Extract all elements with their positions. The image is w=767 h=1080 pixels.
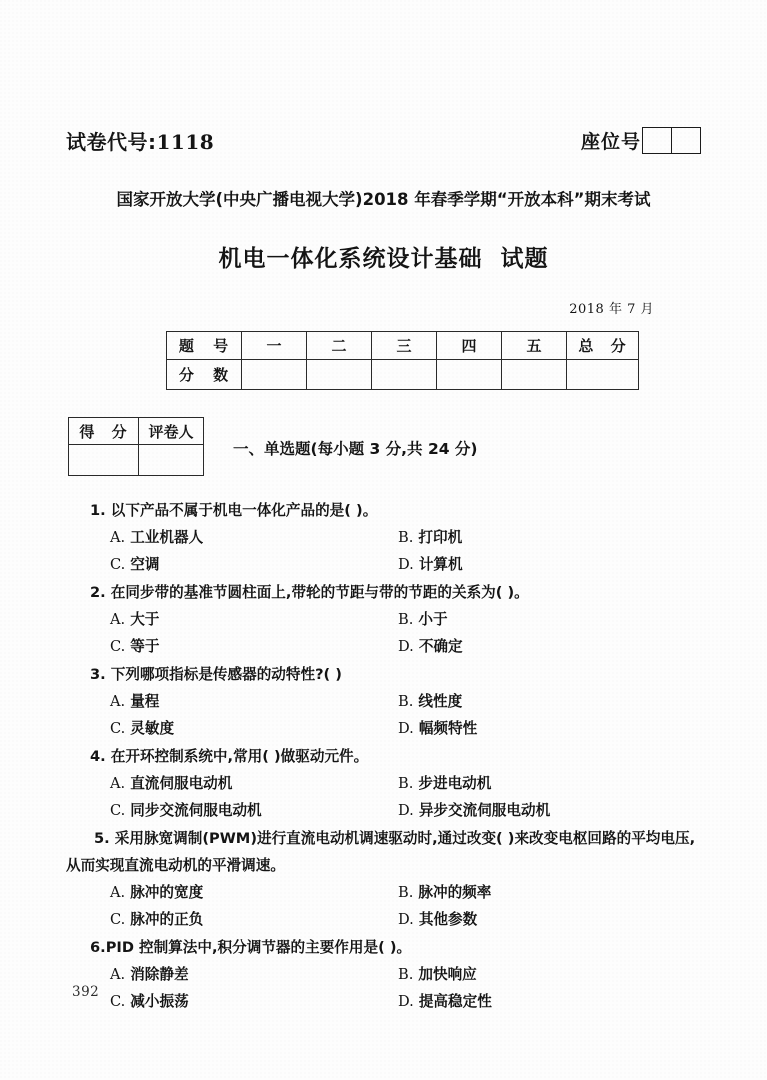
option-d[interactable] xyxy=(398,797,698,824)
seat-number-cell[interactable] xyxy=(672,128,700,153)
page-header xyxy=(66,126,701,155)
question-item xyxy=(66,579,706,660)
grader-score-label: 得 分 xyxy=(69,418,139,445)
option-mark: A. xyxy=(110,693,126,710)
option-text: 提高稳定性 xyxy=(418,993,492,1010)
organization-line: 国家开放大学(中央广播电视大学)2018 年春季学期“开放本科”期末考试 xyxy=(116,190,651,209)
question-stem: 4. 在开环控制系统中,常用( )做驱动元件。 xyxy=(90,748,369,765)
option-mark: C. xyxy=(110,720,126,737)
option-text: 灵敏度 xyxy=(130,720,175,737)
question-item xyxy=(66,497,706,578)
option-row xyxy=(66,770,706,797)
option-c[interactable] xyxy=(110,633,398,660)
option-text: 脉冲的频率 xyxy=(418,884,492,901)
option-text: 打印机 xyxy=(418,529,463,546)
option-d[interactable] xyxy=(398,633,698,660)
table-row xyxy=(69,418,204,445)
question-stem: 2. 在同步带的基准节圆柱面上,带轮的节距与带的节距的关系为( )。 xyxy=(90,584,529,601)
question-item xyxy=(66,661,706,742)
option-text: 小于 xyxy=(418,611,448,628)
exam-date: 2018 年 7 月 xyxy=(569,302,654,317)
question-list xyxy=(66,497,706,1016)
option-text: 消除静差 xyxy=(130,966,189,983)
option-row xyxy=(66,797,706,824)
option-row xyxy=(66,715,706,742)
option-mark: B. xyxy=(398,529,414,546)
option-text: 步进电动机 xyxy=(418,775,492,792)
score-table-row-label: 分 数 xyxy=(167,360,242,390)
option-d[interactable] xyxy=(398,551,698,578)
option-text: 计算机 xyxy=(418,556,463,573)
option-mark: A. xyxy=(110,611,126,628)
option-c[interactable] xyxy=(110,551,398,578)
option-mark: D. xyxy=(398,638,414,655)
question-item xyxy=(66,934,706,1015)
option-c[interactable] xyxy=(110,797,398,824)
option-mark: C. xyxy=(110,911,126,928)
grader-name-label: 评卷人 xyxy=(139,418,204,445)
option-b[interactable] xyxy=(398,961,698,988)
page-title xyxy=(0,240,767,273)
seat-number-field xyxy=(581,127,701,154)
option-mark: B. xyxy=(398,966,414,983)
exam-code-label: 试卷代号: xyxy=(66,130,157,154)
option-mark: A. xyxy=(110,529,126,546)
table-row xyxy=(69,445,204,476)
option-c[interactable] xyxy=(110,906,398,933)
question-item xyxy=(66,825,706,933)
option-text: 直流伺服电动机 xyxy=(130,775,233,792)
option-mark: C. xyxy=(110,802,126,819)
option-a[interactable] xyxy=(110,879,398,906)
seat-number-cell[interactable] xyxy=(643,128,672,153)
option-mark: B. xyxy=(398,611,414,628)
grader-box xyxy=(68,417,204,476)
option-mark: D. xyxy=(398,556,414,573)
option-c[interactable] xyxy=(110,715,398,742)
option-row xyxy=(66,961,706,988)
option-mark: B. xyxy=(398,884,414,901)
option-a[interactable] xyxy=(110,688,398,715)
option-text: 大于 xyxy=(130,611,160,628)
option-mark: D. xyxy=(398,720,414,737)
option-row xyxy=(66,524,706,551)
option-row xyxy=(66,688,706,715)
exam-code-value: 1118 xyxy=(156,130,215,154)
score-value-cell-2[interactable] xyxy=(307,360,372,390)
score-value-cell-4[interactable] xyxy=(437,360,502,390)
option-b[interactable] xyxy=(398,606,698,633)
option-text: 同步交流伺服电动机 xyxy=(130,802,262,819)
option-text: 异步交流伺服电动机 xyxy=(418,802,551,819)
question-stem: 5. 采用脉宽调制(PWM)进行直流电动机调速驱动时,通过改变( )来改变电枢回路的平均电压,从而实现直流电动机的平滑调速。 xyxy=(66,830,696,874)
option-b[interactable] xyxy=(398,688,698,715)
option-a[interactable] xyxy=(110,770,398,797)
option-row xyxy=(66,906,706,933)
score-table-col-4: 四 xyxy=(437,332,502,360)
table-row xyxy=(167,360,639,390)
option-row xyxy=(66,633,706,660)
option-text: 等于 xyxy=(130,638,160,655)
option-b[interactable] xyxy=(398,524,698,551)
option-mark: D. xyxy=(398,993,414,1010)
score-table-col-3: 三 xyxy=(372,332,437,360)
option-mark: B. xyxy=(398,775,414,792)
section-heading: 一、单选题(每小题 3 分,共 24 分) xyxy=(233,440,478,458)
option-mark: D. xyxy=(398,911,414,928)
option-mark: A. xyxy=(110,775,126,792)
option-d[interactable] xyxy=(398,988,698,1015)
exam-code xyxy=(66,126,214,155)
page-number: 392 xyxy=(72,984,100,1000)
option-mark: D. xyxy=(398,802,414,819)
question-stem: 1. 以下产品不属于机电一体化产品的是( )。 xyxy=(90,502,378,519)
score-table-col-1: 一 xyxy=(242,332,307,360)
option-text: 不确定 xyxy=(418,638,463,655)
option-mark: C. xyxy=(110,993,126,1010)
score-summary-table xyxy=(166,331,639,390)
option-row xyxy=(66,988,706,1015)
option-b[interactable] xyxy=(398,770,698,797)
option-mark: B. xyxy=(398,693,414,710)
option-row xyxy=(66,606,706,633)
option-text: 减小振荡 xyxy=(130,993,189,1010)
option-text: 空调 xyxy=(130,556,160,573)
option-mark: A. xyxy=(110,884,126,901)
score-value-cell-total[interactable] xyxy=(567,360,639,390)
seat-number-label: 座位号 xyxy=(580,131,641,153)
option-text: 幅频特性 xyxy=(418,720,478,737)
score-value-cell-5[interactable] xyxy=(502,360,567,390)
option-text: 脉冲的正负 xyxy=(130,911,204,928)
score-value-cell-1[interactable] xyxy=(242,360,307,390)
option-row xyxy=(66,551,706,578)
option-text: 量程 xyxy=(130,693,160,710)
score-value-cell-3[interactable] xyxy=(372,360,437,390)
table-row xyxy=(167,332,639,360)
paper-title-suffix: 试题 xyxy=(500,246,549,272)
question-stem: 6.PID 控制算法中,积分调节器的主要作用是( )。 xyxy=(90,939,412,956)
paper-title-text: 机电一体化系统设计基础 xyxy=(218,246,483,272)
option-text: 脉冲的宽度 xyxy=(130,884,204,901)
option-d[interactable] xyxy=(398,906,698,933)
option-mark: C. xyxy=(110,638,126,655)
option-row xyxy=(66,879,706,906)
option-text: 其他参数 xyxy=(418,911,478,928)
score-table-col-2: 二 xyxy=(307,332,372,360)
option-mark: C. xyxy=(110,556,126,573)
question-stem: 3. 下列哪项指标是传感器的动特性?( ) xyxy=(90,666,342,683)
option-a[interactable] xyxy=(110,606,398,633)
grader-score-value[interactable] xyxy=(69,445,139,476)
option-d[interactable] xyxy=(398,715,698,742)
score-table-row-label: 题 号 xyxy=(167,332,242,360)
option-c[interactable] xyxy=(110,988,398,1015)
option-text: 加快响应 xyxy=(418,966,477,983)
option-b[interactable] xyxy=(398,879,698,906)
option-mark: A. xyxy=(110,966,126,983)
grader-name-value[interactable] xyxy=(139,445,204,476)
option-a[interactable] xyxy=(110,524,398,551)
option-text: 工业机器人 xyxy=(130,529,204,546)
seat-number-boxes xyxy=(642,127,701,154)
option-a[interactable] xyxy=(110,961,398,988)
question-item xyxy=(66,743,706,824)
score-table-col-5: 五 xyxy=(502,332,567,360)
option-text: 线性度 xyxy=(418,693,463,710)
score-table-col-total: 总 分 xyxy=(567,332,639,360)
